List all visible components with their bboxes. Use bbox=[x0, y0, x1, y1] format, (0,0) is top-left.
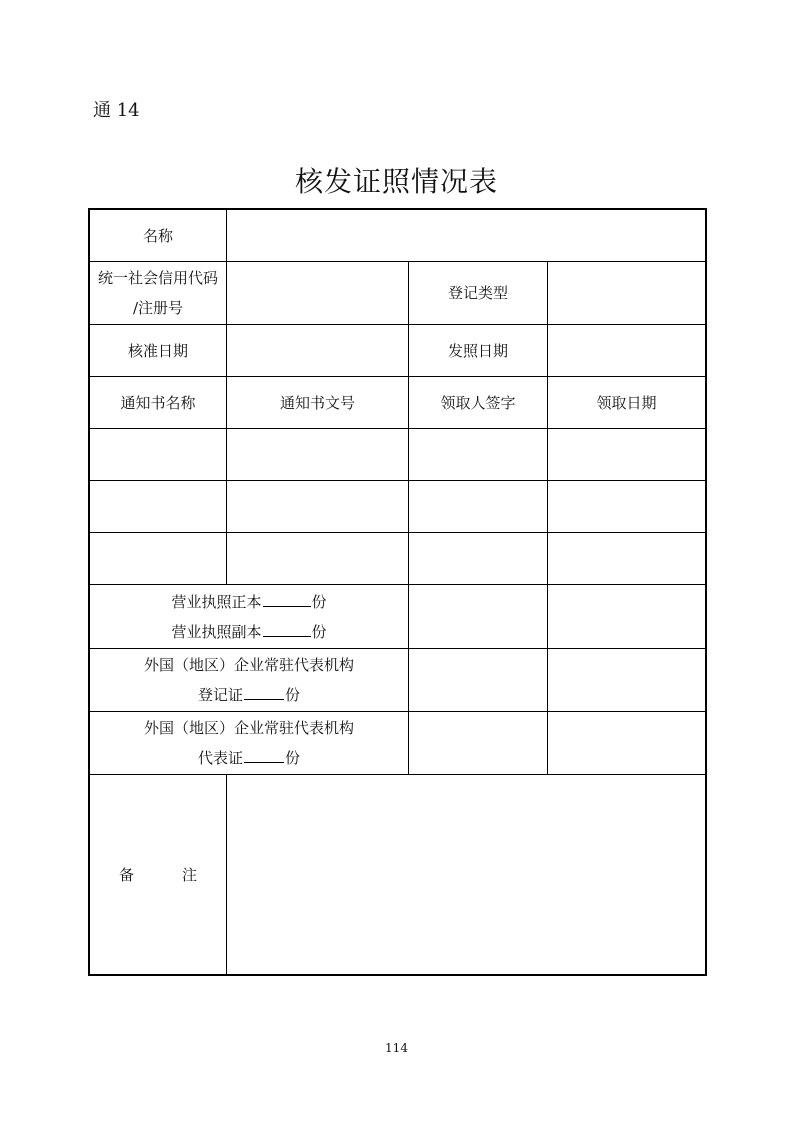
table-row-2-notice-name[interactable] bbox=[90, 481, 226, 532]
table-row-3-signature[interactable] bbox=[409, 533, 547, 584]
reg-type-field[interactable] bbox=[548, 262, 705, 324]
foreign-org-rep-cert bbox=[90, 712, 408, 774]
credit-code-field[interactable] bbox=[227, 262, 408, 324]
remarks-label-char2: 注 bbox=[182, 865, 198, 884]
issue-date-label: 发照日期 bbox=[447, 341, 508, 360]
name-field[interactable] bbox=[227, 210, 705, 261]
approval-date-label: 核准日期 bbox=[127, 341, 188, 360]
license-issuance-table bbox=[88, 208, 707, 976]
table-row-2-signature[interactable] bbox=[409, 481, 547, 532]
reg-cert-line: 登记证 份 bbox=[197, 686, 301, 704]
reg-cert-date[interactable] bbox=[548, 649, 705, 711]
license-original-line: 营业执照正本 份 bbox=[171, 592, 327, 611]
table-row-1-notice-number[interactable] bbox=[227, 429, 408, 480]
credit-code-label-line2: /注册号 bbox=[132, 299, 184, 317]
table-row-3-date[interactable] bbox=[548, 533, 705, 584]
rep-cert-count-blank[interactable] bbox=[244, 748, 284, 763]
foreign-org-reg-cert-label: 外国（地区）企业常驻代表机构 bbox=[143, 656, 354, 674]
page-number: 114 bbox=[385, 1041, 408, 1055]
table-row-2-date[interactable] bbox=[548, 481, 705, 532]
business-license-signature[interactable] bbox=[409, 585, 547, 648]
approval-date-field[interactable] bbox=[227, 325, 408, 376]
remarks-label bbox=[90, 775, 226, 974]
page-title: 核发证照情况表 bbox=[294, 165, 498, 198]
table-row-1-notice-name[interactable] bbox=[90, 429, 226, 480]
rep-cert-line: 代表证 份 bbox=[197, 749, 301, 767]
table-row-1-date[interactable] bbox=[548, 429, 705, 480]
reg-type-label: 登记类型 bbox=[447, 284, 508, 302]
name-label: 名称 bbox=[142, 226, 173, 245]
column-header-notice-name: 通知书名称 bbox=[120, 393, 196, 412]
remarks-label-char1: 备 bbox=[118, 865, 134, 884]
rep-cert-signature[interactable] bbox=[409, 712, 547, 774]
foreign-org-reg-cert bbox=[90, 649, 408, 711]
column-header-recipient-signature: 领取人签字 bbox=[440, 393, 516, 412]
column-header-notice-number: 通知书文号 bbox=[279, 393, 355, 412]
license-copy-count-blank[interactable] bbox=[263, 622, 311, 637]
foreign-org-rep-cert-label: 外国（地区）企业常驻代表机构 bbox=[143, 719, 354, 737]
reg-cert-count-blank[interactable] bbox=[244, 685, 284, 700]
column-header-receipt-date: 领取日期 bbox=[596, 393, 657, 412]
license-original-count-blank[interactable] bbox=[263, 592, 311, 607]
table-row-1-signature[interactable] bbox=[409, 429, 547, 480]
credit-code-label bbox=[90, 262, 226, 324]
remarks-field[interactable] bbox=[227, 775, 705, 974]
table-row-3-notice-name[interactable] bbox=[90, 533, 226, 584]
form-code: 通 14 bbox=[93, 100, 140, 121]
table-row-3-notice-number[interactable] bbox=[227, 533, 408, 584]
issue-date-field[interactable] bbox=[548, 325, 705, 376]
license-copy-line: 营业执照副本 份 bbox=[171, 622, 327, 641]
business-license-date[interactable] bbox=[548, 585, 705, 648]
credit-code-label-line1: 统一社会信用代码 bbox=[97, 269, 218, 287]
table-row-2-notice-number[interactable] bbox=[227, 481, 408, 532]
rep-cert-date[interactable] bbox=[548, 712, 705, 774]
reg-cert-signature[interactable] bbox=[409, 649, 547, 711]
business-license-copies bbox=[90, 585, 408, 648]
